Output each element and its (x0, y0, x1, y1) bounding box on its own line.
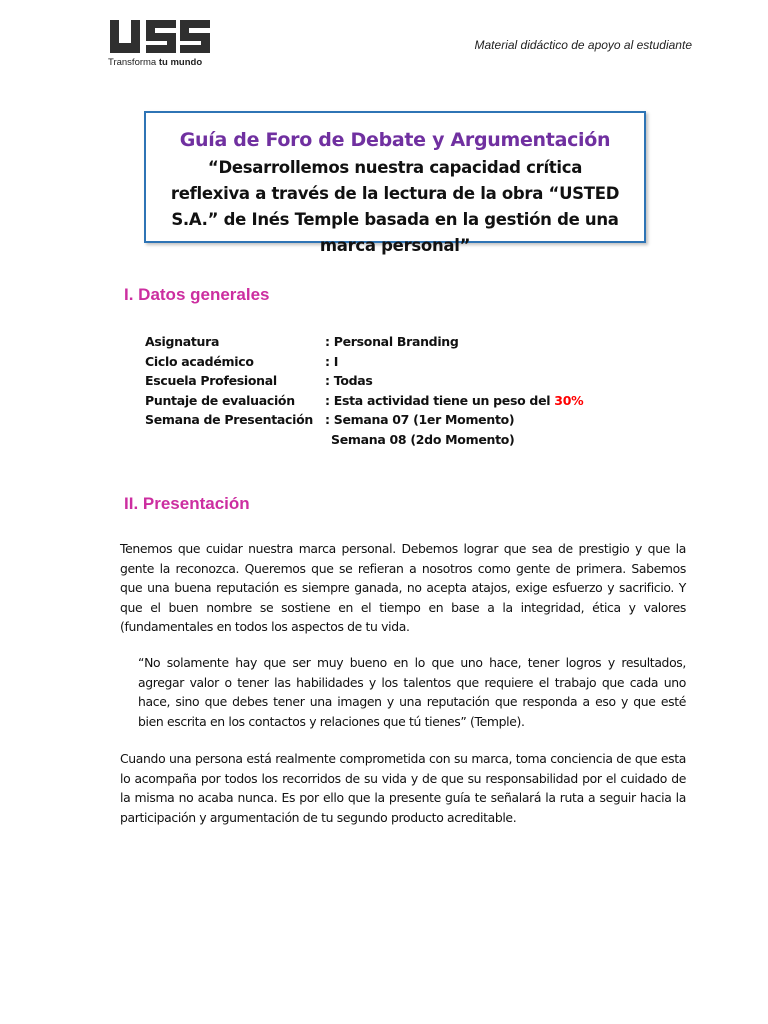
info-label: Ciclo académico (145, 353, 254, 369)
weight-highlight: 30% (554, 392, 584, 408)
quote-temple: “No solamente hay que ser muy bueno en lo que uno hace, tener logros y resultados, agregar valor o tener las habilidades y los talentos que requiere el trabajo que cada uno hace, sino que debes tener una imagen y una reputación que responda a eso y que esté bien escrita en los contactos y relaciones que tú tienes” (Temple). (138, 655, 686, 729)
uss-logo-graphic (108, 20, 212, 54)
info-label: Escuela Profesional (145, 373, 277, 389)
logo-tagline (108, 57, 202, 68)
info-label: Asignatura (145, 334, 220, 349)
title-box (144, 111, 646, 255)
paragraph-intro: Tenemos que cuidar nuestra marca personal. Debemos lograr que sea de prestigio y que la gente la reconozca. Queremos que se refieran a nosotros como gente de primera. Sabemos que una buena reputación es siempre ganada, no acepta atajos, exige esfuerzo y sacrificio. Y que el buen nombre se sostiene en el tiempo en base a la integridad, ética y valores (fundamentales en todos los aspectos de tu vida. (120, 541, 686, 635)
logo-tagline-bold: tu mundo (158, 57, 203, 68)
info-value: : Personal Branding (325, 334, 459, 349)
info-label: Semana de Presentación (145, 412, 314, 428)
info-value: : Semana 07 (1er Momento) (325, 412, 515, 428)
info-value (325, 393, 583, 408)
logo-tagline-plain: Transforma (108, 57, 157, 68)
info-label: Puntaje de evaluación (145, 392, 295, 408)
section-heading-datos-generales: I. Datos generales (124, 285, 270, 304)
info-value-extra: Semana 08 (2do Momento) (331, 431, 515, 447)
uss-logo (108, 20, 212, 54)
section-heading-presentacion: II. Presentación (124, 494, 250, 513)
info-value: : Todas (325, 373, 373, 389)
paragraph-commitment: Cuando una persona está realmente comprometida con su marca, toma conciencia de que esta lo acompaña por todos los recorridos de su vida y de que su responsabilidad por el cuidado de la misma no acaba nunca. Es por ello que la presente guía te señalará la ruta a seguir hacia la participación y argumentación de tu segundo producto acreditable. (120, 751, 686, 825)
document-title: Guía de Foro de Debate y Argumentación (179, 129, 611, 151)
document-subtitle: “Desarrollemos nuestra capacidad crítica reflexiva a través de la lectura de la obra “USTED S.A.” de Inés Temple basada en la gestión de una marca personal” (170, 158, 620, 255)
header-note: Material didáctico de apoyo al estudiante (474, 38, 692, 52)
info-value: : I (325, 353, 339, 369)
info-value-text: : Esta actividad tiene un peso del (325, 392, 555, 408)
